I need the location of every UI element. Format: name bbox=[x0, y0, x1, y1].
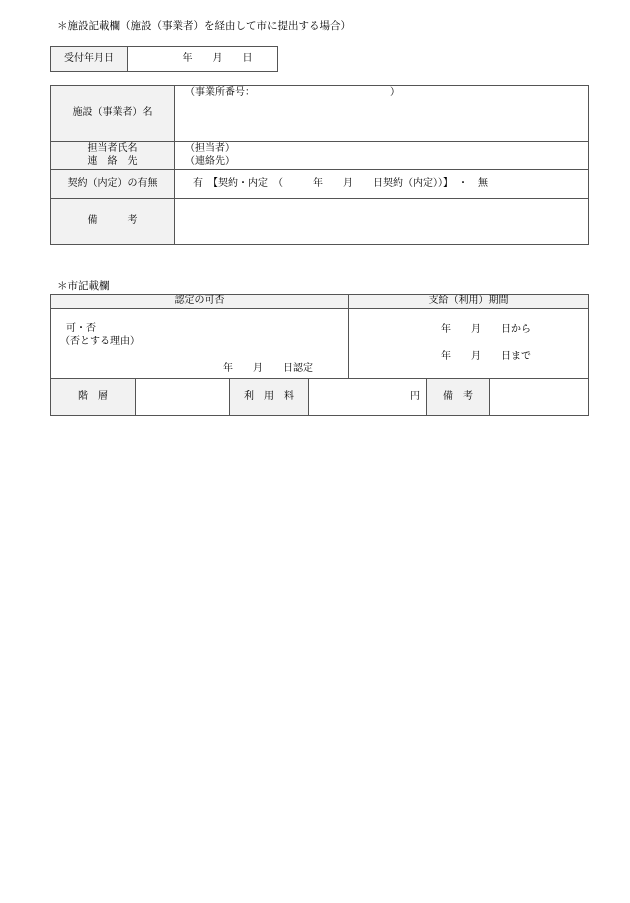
contact-label bbox=[51, 142, 175, 170]
section2-title: ＊市記載欄 bbox=[57, 280, 110, 292]
office-number: （事業所番号： ） bbox=[185, 87, 400, 98]
period-from: 年 月 日から bbox=[441, 324, 531, 335]
contract-value: 有 【契約・内定 （ 年 月 日契約（内定））】 ・ 無 bbox=[193, 177, 488, 189]
contract-label: 契約（内定）の有無 bbox=[51, 170, 175, 199]
tier-field[interactable] bbox=[136, 379, 230, 416]
contact-person-label: 担当者氏名 bbox=[87, 143, 138, 154]
contact-field[interactable] bbox=[175, 142, 589, 170]
approval-date: 年 月 日認定 bbox=[223, 363, 313, 374]
rejection-reason-label: （否とする理由） bbox=[60, 336, 140, 347]
facility-name-label: 施設（事業者）名 bbox=[51, 86, 175, 142]
contact-info-label: 連 絡 先 bbox=[87, 155, 138, 167]
remarks-label: 備 考 bbox=[51, 199, 175, 245]
remarks-field[interactable] bbox=[175, 199, 589, 245]
tier-label: 階 層 bbox=[51, 379, 136, 416]
period-to: 年 月 日まで bbox=[441, 351, 531, 362]
period-field[interactable] bbox=[349, 309, 589, 379]
city-table bbox=[50, 294, 589, 416]
section1-title: ＊施設記載欄（施設（事業者）を経由して市に提出する場合） bbox=[57, 20, 351, 32]
approval-field[interactable] bbox=[51, 309, 349, 379]
fee-field[interactable] bbox=[309, 379, 427, 416]
fee-unit: 円 bbox=[410, 390, 420, 402]
fee-label: 利 用 料 bbox=[230, 379, 309, 416]
facility-name-field[interactable] bbox=[175, 86, 589, 142]
receipt-date-table bbox=[50, 46, 278, 72]
city-remarks-label: 備 考 bbox=[427, 379, 490, 416]
city-remarks-field[interactable] bbox=[490, 379, 589, 416]
facility-table bbox=[50, 85, 589, 245]
period-header: 支給（利用）期間 bbox=[349, 295, 589, 309]
receipt-date-field[interactable] bbox=[128, 47, 278, 72]
approval-header: 認定の可否 bbox=[51, 295, 349, 309]
contact-person-value: （担当者） bbox=[185, 143, 235, 154]
receipt-date-label: 受付年月日 bbox=[51, 47, 128, 72]
contact-info-value: （連絡先） bbox=[185, 155, 235, 167]
contract-field[interactable] bbox=[175, 170, 589, 199]
approval-choice: 可・否 bbox=[66, 323, 96, 334]
receipt-date-value: 年 月 日 bbox=[182, 52, 253, 64]
